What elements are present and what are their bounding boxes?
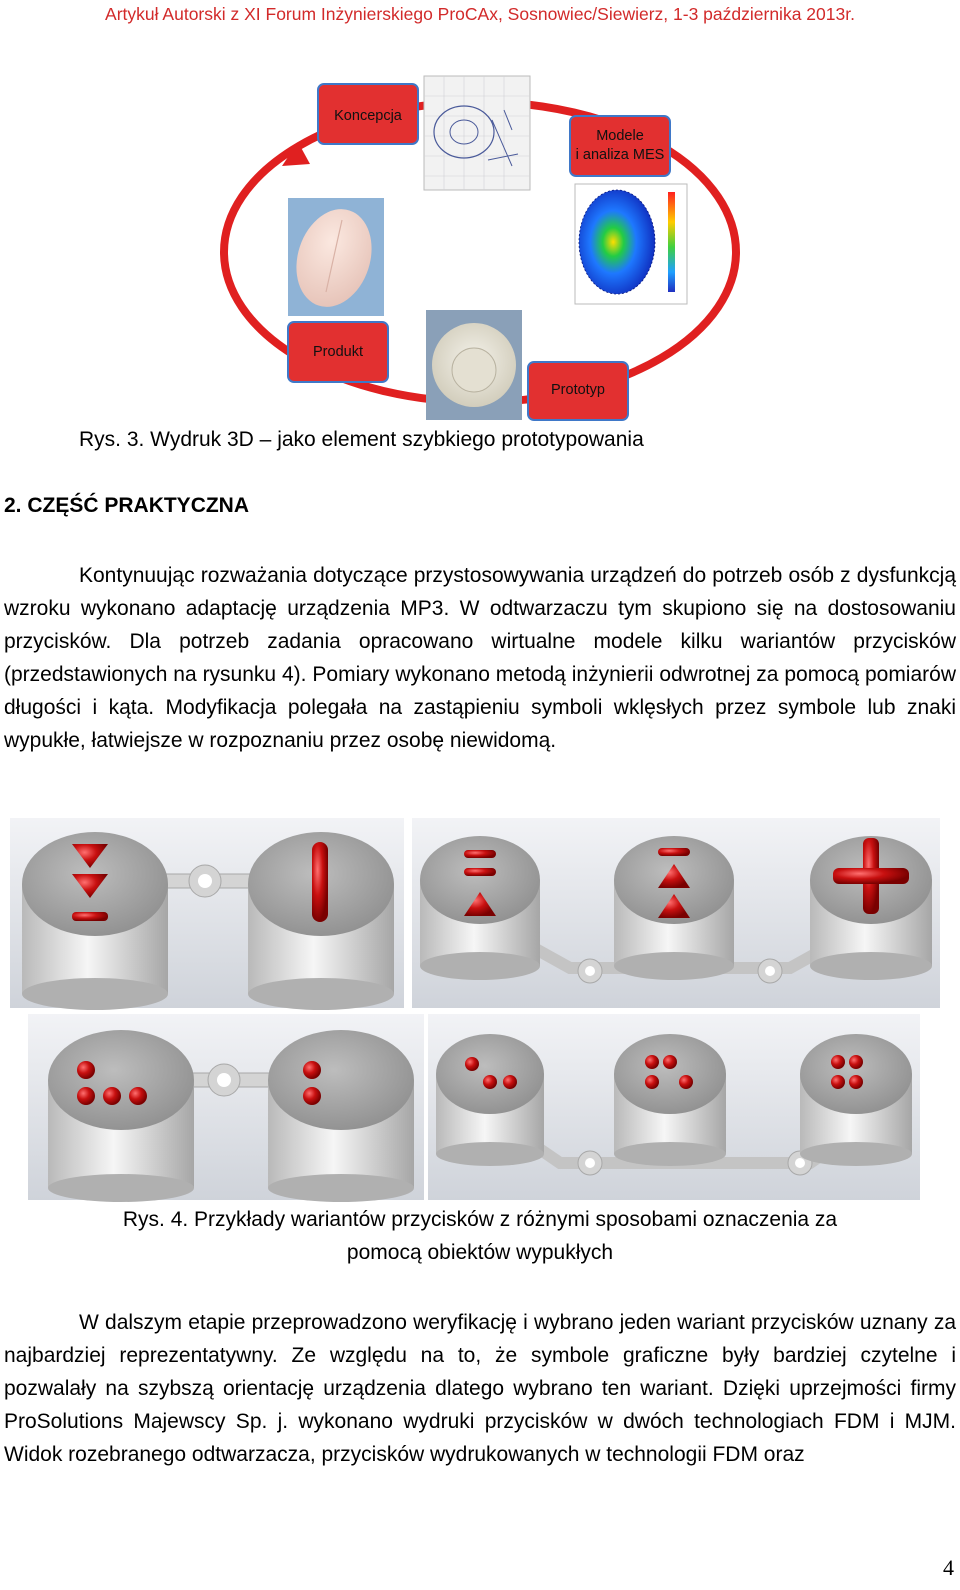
- paragraph-2: [4, 1306, 956, 1471]
- fem-model-image: [575, 184, 687, 304]
- figure-4-caption: [0, 1203, 960, 1269]
- button-model: [48, 1030, 194, 1202]
- svg-text:Modele: Modele: [596, 128, 644, 144]
- figure-4-caption-line-1: Rys. 4. Przykłady wariantów przycisków z różnymi sposobami oznaczenia za: [122, 1208, 838, 1231]
- svg-text:Produkt: Produkt: [313, 344, 363, 360]
- figure-4-caption-line-2: pomocą obiektów wypukłych: [346, 1241, 614, 1264]
- stage-models-fem: [570, 116, 670, 176]
- running-header: Artykuł Autorski z XI Forum Inżynierskiego ProCAx, Sosnowiec/Siewierz, 1-3 października 2013r.: [105, 4, 855, 24]
- pause-bar-icon: [312, 842, 328, 922]
- svg-text:i analiza MES: i analiza MES: [575, 147, 665, 163]
- button-model: [268, 1030, 414, 1202]
- button-model: [810, 836, 932, 980]
- stage-product: [288, 322, 388, 382]
- prototyping-cycle-figure: [212, 70, 752, 430]
- prototype-image: [426, 310, 522, 420]
- concept-sketch-image: [424, 76, 530, 190]
- paragraph-2-text: W dalszym etapie przeprowadzono weryfikację i wybrano jeden wariant przycisków uznany za najbardziej reprezentatywny. Ze względu na to, że symbole graficzne były bardziej czytelne i pozwalały na szybszą orientację urządzenia dlatego wybrano ten wariant. Dzięki uprzejmości firmy ProSolutions Majewscy Sp. j. wykonano wydruki przycisków w dwóch technologiach FDM i MJM. Widok rozebranego odtwarzacza, przycisków wydrukowanych w technologii FDM oraz: [4, 1311, 956, 1466]
- product-mouse-image: [284, 198, 384, 317]
- button-model: [800, 1034, 912, 1166]
- stage-prototype: [528, 362, 628, 420]
- button-model: [614, 1034, 726, 1166]
- section-title: 2. CZĘŚĆ PRAKTYCZNA: [4, 494, 250, 517]
- button-variants-figure: [10, 818, 950, 1203]
- button-model: [248, 832, 394, 1010]
- button-model: [614, 836, 734, 980]
- paragraph-1-text: Kontynuując rozważania dotyczące przystosowywania urządzeń do potrzeb osób z dysfunkcją wzroku wykonano adaptację urządzenia MP3. W odtwarzaczu tym skupiono się na dostosowaniu przycisków. Dla potrzeb zadania opracowano wirtualne modele kilku wariantów przycisków (przedstawionych na rysunku 4). Pomiary wykonano metodą inżynierii odwrotnej za pomocą pomiarów długości i kąta. Modyfikacja polegała na zastąpieniu symboli wklęsłych przez symbole lub znaki wypukłe, łatwiejsze w rozpoznaniu przez osobę niewidomą.: [4, 564, 956, 752]
- svg-text:Koncepcja: Koncepcja: [334, 108, 402, 124]
- page-number: 4: [943, 1555, 954, 1580]
- button-model: [436, 1034, 544, 1166]
- stage-concept: [318, 84, 418, 144]
- svg-text:Prototyp: Prototyp: [551, 382, 605, 398]
- paragraph-1: [4, 559, 956, 757]
- figure-3-caption: Rys. 3. Wydruk 3D – jako element szybkiego prototypowania: [79, 428, 644, 451]
- button-model: [22, 832, 168, 1010]
- button-model: [420, 836, 540, 980]
